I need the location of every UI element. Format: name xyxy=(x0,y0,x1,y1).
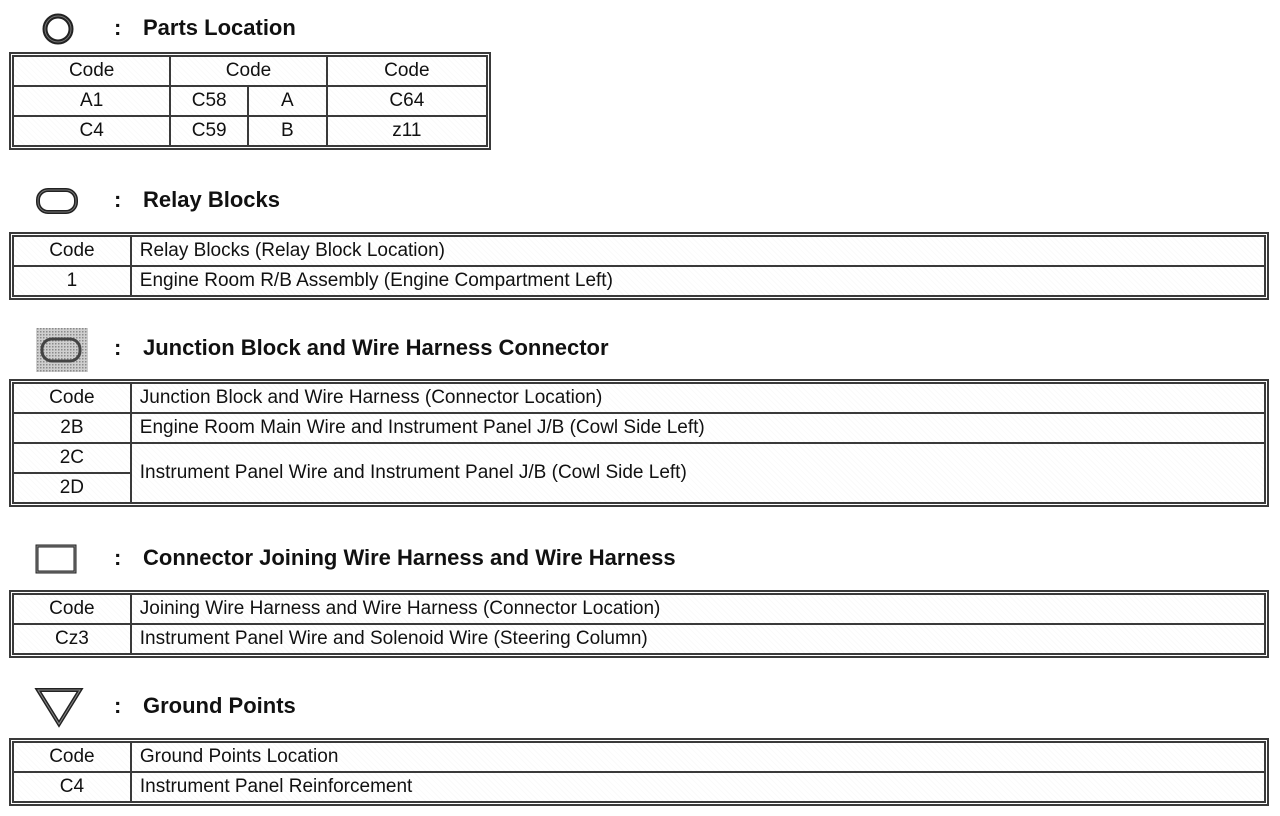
colon: : xyxy=(114,187,122,212)
colon: : xyxy=(114,693,122,718)
table-row xyxy=(13,86,487,116)
shaded-rounded-rect-icon xyxy=(34,328,86,368)
code-cell: C4 xyxy=(13,772,131,802)
rounded-rect-icon xyxy=(34,180,86,220)
code-cell: C59 xyxy=(170,116,248,146)
colon: : xyxy=(114,15,122,40)
header-cell: Code xyxy=(327,56,487,86)
description-cell: Engine Room Main Wire and Instrument Panel J/B (Cowl Side Left) xyxy=(131,413,1265,443)
table-row xyxy=(13,443,1265,473)
description-cell: Engine Room R/B Assembly (Engine Compartment Left) xyxy=(131,266,1265,296)
table-header-row xyxy=(13,56,487,86)
table-row xyxy=(13,772,1265,802)
header-cell: Code xyxy=(13,383,131,413)
section-title: Connector Joining Wire Harness and Wire Harness xyxy=(143,545,676,570)
circle-icon xyxy=(34,8,86,48)
table-row xyxy=(13,624,1265,654)
code-cell: Cz3 xyxy=(13,624,131,654)
code-cell: B xyxy=(248,116,327,146)
header-cell: Code xyxy=(13,742,131,772)
code-cell: 1 xyxy=(13,266,131,296)
code-cell: C64 xyxy=(327,86,487,116)
triangle-down-icon xyxy=(34,686,86,726)
junction-block-table xyxy=(12,382,1266,504)
description-cell: Instrument Panel Reinforcement xyxy=(131,772,1265,802)
section-title: Junction Block and Wire Harness Connector xyxy=(143,335,609,360)
connector-joining-header xyxy=(0,538,1280,578)
code-cell: C58 xyxy=(170,86,248,116)
table-header-row xyxy=(13,236,1265,266)
table-header-row xyxy=(13,742,1265,772)
description-cell: Instrument Panel Wire and Solenoid Wire (Steering Column) xyxy=(131,624,1265,654)
section-title: Relay Blocks xyxy=(143,187,280,212)
relay-blocks-header xyxy=(0,180,1280,220)
parts-location-table xyxy=(12,55,488,147)
ground-points-header xyxy=(0,686,1280,726)
code-cell: z11 xyxy=(327,116,487,146)
header-cell: Relay Blocks (Relay Block Location) xyxy=(131,236,1265,266)
rectangle-icon xyxy=(34,538,86,578)
header-cell: Code xyxy=(13,56,170,86)
header-cell: Junction Block and Wire Harness (Connector Location) xyxy=(131,383,1265,413)
table-header-row xyxy=(13,383,1265,413)
code-cell: A xyxy=(248,86,327,116)
code-cell: A1 xyxy=(13,86,170,116)
colon: : xyxy=(114,545,122,570)
junction-block-header xyxy=(0,328,1280,368)
header-cell: Code xyxy=(170,56,326,86)
table-header-row xyxy=(13,594,1265,624)
relay-blocks-table xyxy=(12,235,1266,297)
code-cell: 2D xyxy=(13,473,131,503)
section-title: Parts Location xyxy=(143,15,296,40)
header-cell: Code xyxy=(13,594,131,624)
code-cell: 2B xyxy=(13,413,131,443)
description-cell: Instrument Panel Wire and Instrument Panel J/B (Cowl Side Left) xyxy=(131,443,1265,503)
table-row xyxy=(13,116,487,146)
ground-points-table xyxy=(12,741,1266,803)
parts-location-header xyxy=(0,8,1280,48)
colon: : xyxy=(114,335,122,360)
table-row xyxy=(13,413,1265,443)
table-row xyxy=(13,266,1265,296)
code-cell: 2C xyxy=(13,443,131,473)
header-cell: Joining Wire Harness and Wire Harness (Connector Location) xyxy=(131,594,1265,624)
code-cell: C4 xyxy=(13,116,170,146)
header-cell: Code xyxy=(13,236,131,266)
header-cell: Ground Points Location xyxy=(131,742,1265,772)
section-title: Ground Points xyxy=(143,693,296,718)
connector-joining-table xyxy=(12,593,1266,655)
